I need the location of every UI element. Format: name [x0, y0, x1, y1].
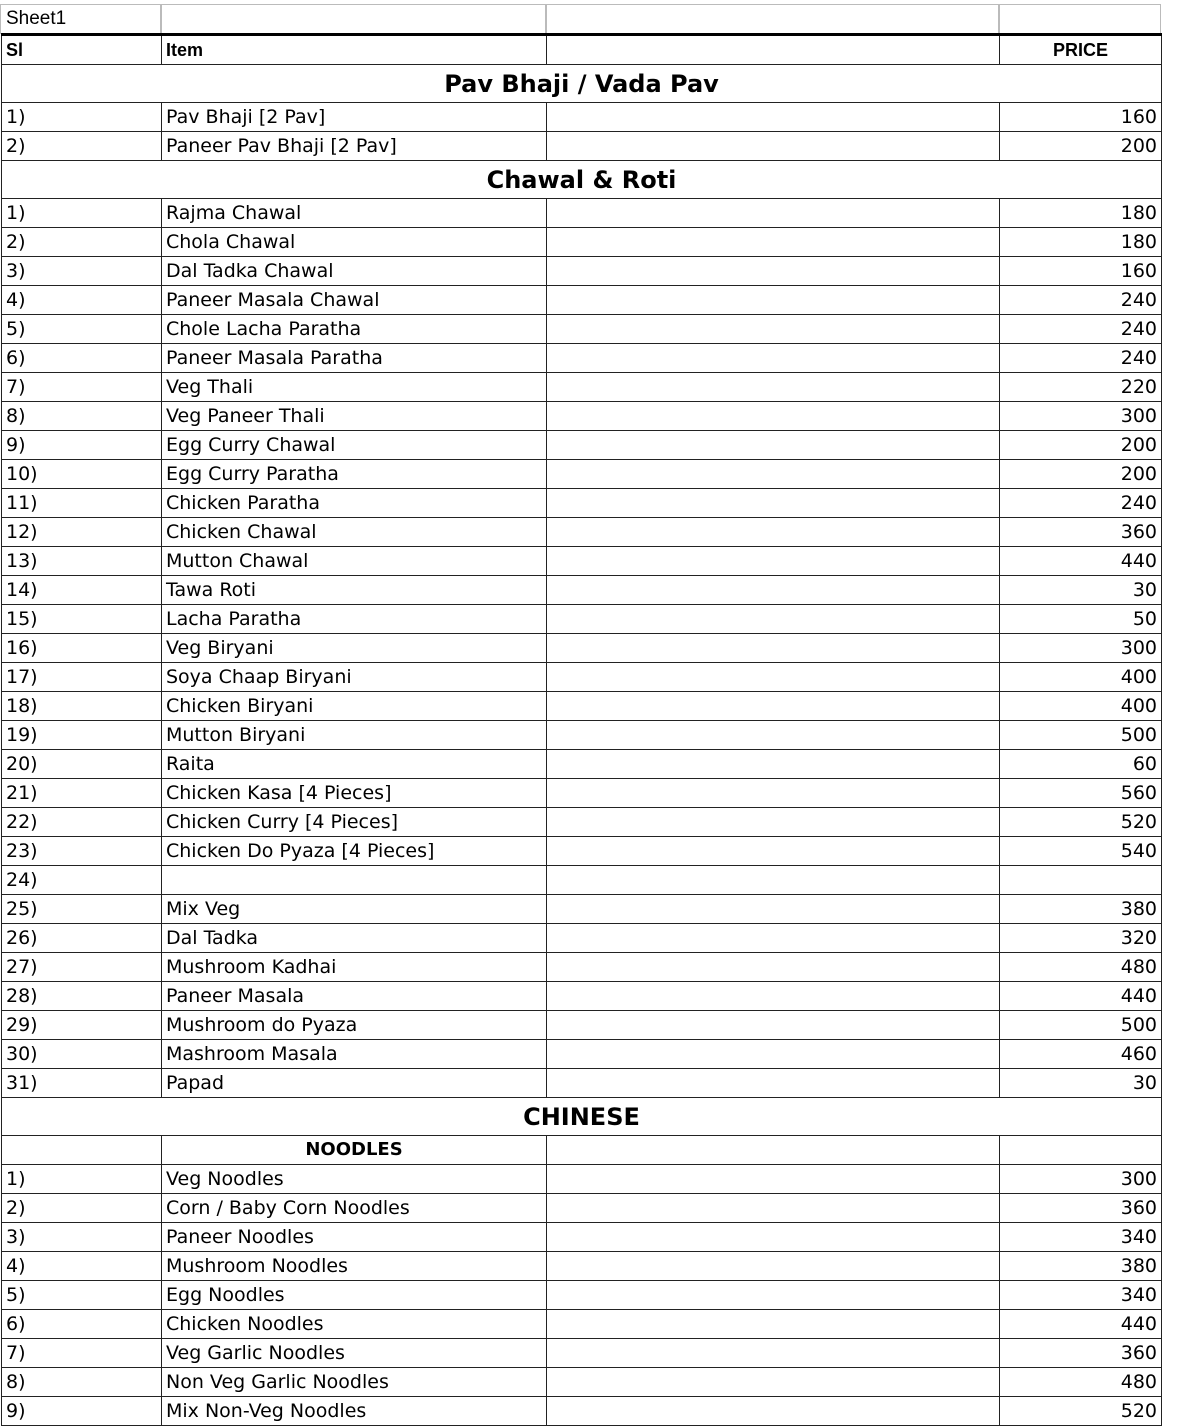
row-blank-cell[interactable] — [547, 103, 1000, 132]
row-blank-cell[interactable] — [547, 460, 1000, 489]
row-blank-cell[interactable] — [547, 1310, 1000, 1339]
row-item[interactable]: Paneer Pav Bhaji [2 Pav] — [162, 132, 547, 161]
header-price[interactable]: PRICE — [1000, 35, 1162, 65]
row-sl[interactable]: 2) — [2, 1194, 162, 1223]
row-price[interactable]: 200 — [1000, 132, 1162, 161]
table-row — [2, 953, 1162, 982]
row-sl[interactable]: 11) — [2, 489, 162, 518]
row-sl[interactable]: 1) — [2, 1165, 162, 1194]
table-row — [2, 1281, 1162, 1310]
table-row — [2, 1397, 1162, 1426]
row-blank-cell[interactable] — [547, 431, 1000, 460]
subsection-title[interactable]: NOODLES — [162, 1136, 547, 1165]
row-price[interactable]: 360 — [1000, 518, 1162, 547]
table-row — [2, 1069, 1162, 1098]
row-sl[interactable]: 27) — [2, 953, 162, 982]
row-blank-cell[interactable] — [547, 1069, 1000, 1098]
row-price[interactable]: 160 — [1000, 103, 1162, 132]
row-sl[interactable]: 6) — [2, 1310, 162, 1339]
row-blank-cell[interactable] — [547, 663, 1000, 692]
menu-table-body — [2, 35, 1162, 1426]
row-blank-cell[interactable] — [547, 1223, 1000, 1252]
row-price[interactable]: 300 — [1000, 402, 1162, 431]
row-price[interactable]: 200 — [1000, 431, 1162, 460]
header-item[interactable]: Item — [162, 35, 547, 65]
row-blank-cell[interactable] — [547, 373, 1000, 402]
table-row — [2, 489, 1162, 518]
table-row — [2, 605, 1162, 634]
row-price[interactable]: 500 — [1000, 1011, 1162, 1040]
row-sl[interactable]: 18) — [2, 692, 162, 721]
table-row — [2, 1339, 1162, 1368]
row-blank-cell[interactable] — [547, 199, 1000, 228]
row-blank-cell[interactable] — [547, 808, 1000, 837]
row-price[interactable]: 400 — [1000, 663, 1162, 692]
row-sl[interactable]: 7) — [2, 1339, 162, 1368]
table-row — [2, 1223, 1162, 1252]
row-blank-cell[interactable] — [547, 953, 1000, 982]
row-item[interactable]: Chicken Kasa [4 Pieces] — [162, 779, 547, 808]
row-sl[interactable]: 30) — [2, 1040, 162, 1069]
row-price[interactable]: 240 — [1000, 315, 1162, 344]
table-row — [2, 808, 1162, 837]
row-blank-cell[interactable] — [547, 779, 1000, 808]
row-sl[interactable]: 19) — [2, 721, 162, 750]
row-price[interactable]: 560 — [1000, 779, 1162, 808]
row-price[interactable] — [1000, 866, 1162, 895]
table-row — [2, 895, 1162, 924]
table-row — [2, 982, 1162, 1011]
row-sl[interactable]: 17) — [2, 663, 162, 692]
table-row — [2, 1011, 1162, 1040]
row-sl[interactable]: 21) — [2, 779, 162, 808]
row-price[interactable]: 520 — [1000, 808, 1162, 837]
row-item[interactable]: Chicken Noodles — [162, 1310, 547, 1339]
row-price[interactable]: 60 — [1000, 750, 1162, 779]
row-blank-cell[interactable] — [547, 1339, 1000, 1368]
row-item[interactable] — [162, 866, 547, 895]
row-price[interactable]: 340 — [1000, 1281, 1162, 1310]
row-sl[interactable]: 1) — [2, 103, 162, 132]
row-sl[interactable]: 10) — [2, 460, 162, 489]
row-item[interactable]: Mushroom do Pyaza — [162, 1011, 547, 1040]
row-blank-cell[interactable] — [547, 721, 1000, 750]
row-price[interactable]: 440 — [1000, 1310, 1162, 1339]
row-item[interactable]: Paneer Masala Chawal — [162, 286, 547, 315]
row-sl[interactable]: 7) — [2, 373, 162, 402]
menu-table — [1, 33, 1162, 1426]
row-item[interactable]: Mashroom Masala — [162, 1040, 547, 1069]
row-price[interactable]: 340 — [1000, 1223, 1162, 1252]
row-sl[interactable]: 5) — [2, 1281, 162, 1310]
table-row — [2, 132, 1162, 161]
row-price[interactable]: 30 — [1000, 1069, 1162, 1098]
section-title[interactable]: Chawal & Roti — [2, 161, 1162, 199]
subsection-row — [2, 1136, 1162, 1165]
row-blank-cell[interactable] — [547, 750, 1000, 779]
row-item[interactable]: Rajma Chawal — [162, 199, 547, 228]
row-item[interactable]: Tawa Roti — [162, 576, 547, 605]
row-sl[interactable]: 6) — [2, 344, 162, 373]
row-item[interactable]: Egg Curry Paratha — [162, 460, 547, 489]
row-price[interactable]: 240 — [1000, 344, 1162, 373]
row-price[interactable]: 200 — [1000, 460, 1162, 489]
row-blank-cell[interactable] — [547, 1011, 1000, 1040]
row-blank-cell[interactable] — [547, 286, 1000, 315]
row-sl[interactable]: 2) — [2, 132, 162, 161]
table-row — [2, 518, 1162, 547]
row-blank-cell[interactable] — [547, 982, 1000, 1011]
row-price[interactable]: 160 — [1000, 257, 1162, 286]
section-title[interactable]: Pav Bhaji / Vada Pav — [2, 65, 1162, 103]
table-row — [2, 1165, 1162, 1194]
row-price[interactable]: 180 — [1000, 228, 1162, 257]
row-blank-cell[interactable] — [547, 547, 1000, 576]
row-item[interactable]: Egg Noodles — [162, 1281, 547, 1310]
row-sl[interactable]: 24) — [2, 866, 162, 895]
section-title-row — [2, 1098, 1162, 1136]
table-row — [2, 576, 1162, 605]
row-price[interactable]: 500 — [1000, 721, 1162, 750]
row-price[interactable]: 380 — [1000, 895, 1162, 924]
row-blank-cell[interactable] — [547, 866, 1000, 895]
row-item[interactable]: Chicken Curry [4 Pieces] — [162, 808, 547, 837]
row-item[interactable]: Raita — [162, 750, 547, 779]
row-sl[interactable]: 28) — [2, 982, 162, 1011]
row-sl[interactable]: 9) — [2, 1397, 162, 1426]
row-sl[interactable]: 4) — [2, 1252, 162, 1281]
row-item[interactable]: Soya Chaap Biryani — [162, 663, 547, 692]
empty-cell[interactable] — [999, 4, 1161, 34]
row-sl[interactable]: 23) — [2, 837, 162, 866]
row-blank-cell[interactable] — [547, 1252, 1000, 1281]
row-sl[interactable]: 2) — [2, 228, 162, 257]
table-row — [2, 779, 1162, 808]
row-sl[interactable]: 8) — [2, 1368, 162, 1397]
row-price[interactable]: 540 — [1000, 837, 1162, 866]
row-blank-cell[interactable] — [547, 576, 1000, 605]
table-row — [2, 692, 1162, 721]
section-title-row — [2, 65, 1162, 103]
row-price[interactable]: 240 — [1000, 489, 1162, 518]
header-blank[interactable] — [547, 35, 1000, 65]
row-blank-cell[interactable] — [547, 1368, 1000, 1397]
row-item[interactable]: Corn / Baby Corn Noodles — [162, 1194, 547, 1223]
row-blank-cell[interactable] — [547, 1165, 1000, 1194]
row-item[interactable]: Mushroom Kadhai — [162, 953, 547, 982]
row-item[interactable]: Papad — [162, 1069, 547, 1098]
row-blank-cell[interactable] — [547, 895, 1000, 924]
row-item[interactable]: Dal Tadka — [162, 924, 547, 953]
row-sl[interactable]: 5) — [2, 315, 162, 344]
subsection-price-cell[interactable] — [1000, 1136, 1162, 1165]
table-row — [2, 924, 1162, 953]
row-sl[interactable]: 3) — [2, 257, 162, 286]
sheet-name-cell[interactable] — [0, 4, 161, 34]
row-price[interactable]: 380 — [1000, 1252, 1162, 1281]
row-price[interactable]: 220 — [1000, 373, 1162, 402]
row-sl[interactable]: 9) — [2, 431, 162, 460]
row-sl[interactable]: 12) — [2, 518, 162, 547]
row-blank-cell[interactable] — [547, 634, 1000, 663]
row-blank-cell[interactable] — [547, 605, 1000, 634]
row-item[interactable]: Veg Biryani — [162, 634, 547, 663]
row-price[interactable]: 300 — [1000, 1165, 1162, 1194]
row-sl[interactable]: 8) — [2, 402, 162, 431]
row-sl[interactable]: 26) — [2, 924, 162, 953]
row-blank-cell[interactable] — [547, 132, 1000, 161]
row-item[interactable]: Mutton Biryani — [162, 721, 547, 750]
row-blank-cell[interactable] — [547, 1194, 1000, 1223]
row-blank-cell[interactable] — [547, 489, 1000, 518]
table-row — [2, 1252, 1162, 1281]
row-price[interactable]: 480 — [1000, 953, 1162, 982]
table-row — [2, 721, 1162, 750]
header-row — [2, 35, 1162, 65]
row-blank-cell[interactable] — [547, 837, 1000, 866]
table-row — [2, 228, 1162, 257]
row-price[interactable]: 520 — [1000, 1397, 1162, 1426]
row-sl[interactable]: 1) — [2, 199, 162, 228]
table-row — [2, 1040, 1162, 1069]
table-row — [2, 866, 1162, 895]
table-row — [2, 547, 1162, 576]
row-sl[interactable]: 31) — [2, 1069, 162, 1098]
row-price[interactable]: 400 — [1000, 692, 1162, 721]
row-blank-cell[interactable] — [547, 518, 1000, 547]
table-row — [2, 837, 1162, 866]
row-sl[interactable]: 29) — [2, 1011, 162, 1040]
table-row — [2, 257, 1162, 286]
row-sl[interactable]: 16) — [2, 634, 162, 663]
row-item[interactable]: Mushroom Noodles — [162, 1252, 547, 1281]
row-sl[interactable]: 22) — [2, 808, 162, 837]
row-blank-cell[interactable] — [547, 228, 1000, 257]
table-row — [2, 286, 1162, 315]
row-blank-cell[interactable] — [547, 344, 1000, 373]
row-sl[interactable]: 20) — [2, 750, 162, 779]
row-price[interactable]: 480 — [1000, 1368, 1162, 1397]
row-item[interactable]: Non Veg Garlic Noodles — [162, 1368, 547, 1397]
table-row — [2, 634, 1162, 663]
row-item[interactable]: Pav Bhaji [2 Pav] — [162, 103, 547, 132]
row-price[interactable]: 460 — [1000, 1040, 1162, 1069]
row-item[interactable]: Mix Veg — [162, 895, 547, 924]
row-sl[interactable]: 25) — [2, 895, 162, 924]
row-item[interactable]: Veg Garlic Noodles — [162, 1339, 547, 1368]
row-blank-cell[interactable] — [547, 1040, 1000, 1069]
row-item[interactable]: Dal Tadka Chawal — [162, 257, 547, 286]
row-blank-cell[interactable] — [547, 257, 1000, 286]
row-item[interactable]: Lacha Paratha — [162, 605, 547, 634]
row-price[interactable]: 360 — [1000, 1339, 1162, 1368]
row-item[interactable]: Mix Non-Veg Noodles — [162, 1397, 547, 1426]
table-row — [2, 103, 1162, 132]
row-blank-cell[interactable] — [547, 315, 1000, 344]
table-row — [2, 750, 1162, 779]
table-row — [2, 460, 1162, 489]
row-item[interactable]: Paneer Masala — [162, 982, 547, 1011]
section-title[interactable]: CHINESE — [2, 1098, 1162, 1136]
section-title-row — [2, 161, 1162, 199]
table-row — [2, 1368, 1162, 1397]
row-item[interactable]: Veg Paneer Thali — [162, 402, 547, 431]
row-sl[interactable]: 15) — [2, 605, 162, 634]
row-blank-cell[interactable] — [547, 924, 1000, 953]
subsection-sl-cell[interactable] — [2, 1136, 162, 1165]
table-row — [2, 344, 1162, 373]
row-price[interactable]: 440 — [1000, 982, 1162, 1011]
table-row — [2, 199, 1162, 228]
table-row — [2, 315, 1162, 344]
row-blank-cell[interactable] — [547, 402, 1000, 431]
empty-cell[interactable] — [161, 4, 546, 34]
subsection-blank-cell[interactable] — [547, 1136, 1000, 1165]
row-sl[interactable]: 13) — [2, 547, 162, 576]
row-price[interactable]: 30 — [1000, 576, 1162, 605]
row-blank-cell[interactable] — [547, 692, 1000, 721]
row-price[interactable]: 360 — [1000, 1194, 1162, 1223]
row-item[interactable]: Veg Noodles — [162, 1165, 547, 1194]
row-price[interactable]: 50 — [1000, 605, 1162, 634]
row-item[interactable]: Paneer Masala Paratha — [162, 344, 547, 373]
row-item[interactable]: Chicken Biryani — [162, 692, 547, 721]
table-row — [2, 1310, 1162, 1339]
row-item[interactable]: Chicken Chawal — [162, 518, 547, 547]
row-price[interactable]: 300 — [1000, 634, 1162, 663]
row-price[interactable]: 240 — [1000, 286, 1162, 315]
row-blank-cell[interactable] — [547, 1397, 1000, 1426]
row-sl[interactable]: 14) — [2, 576, 162, 605]
row-item[interactable]: Egg Curry Chawal — [162, 431, 547, 460]
sheet-name: Sheet1 — [6, 8, 67, 29]
row-price[interactable]: 320 — [1000, 924, 1162, 953]
row-price[interactable]: 180 — [1000, 199, 1162, 228]
table-row — [2, 402, 1162, 431]
row-blank-cell[interactable] — [547, 1281, 1000, 1310]
table-row — [2, 373, 1162, 402]
empty-cell[interactable] — [546, 4, 999, 34]
header-sl[interactable]: Sl — [2, 35, 162, 65]
row-item[interactable]: Paneer Noodles — [162, 1223, 547, 1252]
table-row — [2, 1194, 1162, 1223]
table-row — [2, 663, 1162, 692]
row-item[interactable]: Veg Thali — [162, 373, 547, 402]
row-item[interactable]: Chicken Do Pyaza [4 Pieces] — [162, 837, 547, 866]
row-item[interactable]: Chicken Paratha — [162, 489, 547, 518]
row-sl[interactable]: 3) — [2, 1223, 162, 1252]
row-item[interactable]: Chole Lacha Paratha — [162, 315, 547, 344]
row-item[interactable]: Chola Chawal — [162, 228, 547, 257]
row-item[interactable]: Mutton Chawal — [162, 547, 547, 576]
row-sl[interactable]: 4) — [2, 286, 162, 315]
row-price[interactable]: 440 — [1000, 547, 1162, 576]
table-row — [2, 431, 1162, 460]
